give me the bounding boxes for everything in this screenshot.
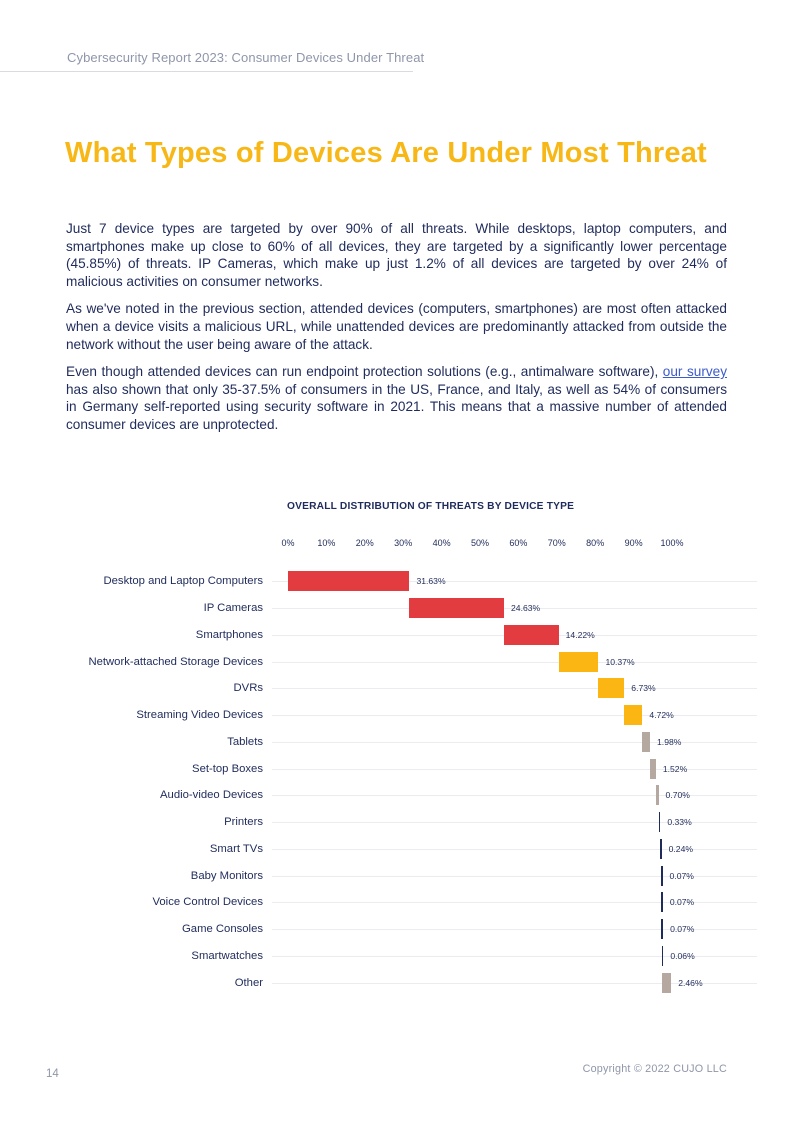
device-type-label: Smartwatches bbox=[191, 949, 263, 962]
device-type-label: Smartphones bbox=[195, 628, 263, 641]
paragraph-1: Just 7 device types are targeted by over 90% of all threats. While desktops, laptop computers, and smartphones make up close to 60% of all devices, they are targeted by a significantly lower percentage (45.85%) of threats. IP Cameras, which make up just 1.2% of all devices are targeted by over 24% of malicious activities on consumer networks. bbox=[66, 221, 727, 289]
body-copy bbox=[66, 220, 727, 444]
threat-bar bbox=[662, 946, 664, 966]
threat-bar bbox=[660, 839, 662, 859]
threat-value-label: 0.33% bbox=[667, 817, 692, 828]
threat-value-label: 31.63% bbox=[416, 576, 446, 587]
chart-row bbox=[0, 595, 793, 622]
survey-link[interactable]: our survey bbox=[662, 364, 727, 380]
threat-value-label: 24.63% bbox=[511, 603, 541, 614]
chart-row bbox=[0, 729, 793, 756]
chart-row bbox=[0, 648, 793, 675]
device-type-label: Printers bbox=[224, 816, 263, 829]
threat-bar bbox=[659, 812, 661, 832]
threat-bar bbox=[661, 892, 663, 912]
chart-row bbox=[0, 809, 793, 836]
threat-value-label: 0.24% bbox=[668, 843, 693, 854]
threat-value-label: 0.07% bbox=[669, 870, 694, 881]
x-axis-tick: 90% bbox=[624, 538, 643, 548]
threat-value-label: 0.07% bbox=[670, 924, 695, 935]
chart-row bbox=[0, 943, 793, 970]
chart-row bbox=[0, 862, 793, 889]
threat-bar bbox=[559, 652, 599, 672]
threat-bar bbox=[288, 571, 409, 591]
paragraph-2: As we've noted in the previous section, attended devices (computers, smartphones) are most often attacked when a device visits a malicious URL, while unattended devices are predominantly attacked from outside the network without the user being aware of the attack. bbox=[66, 301, 727, 352]
threat-value-label: 14.22% bbox=[565, 629, 595, 640]
report-header bbox=[0, 0, 425, 72]
threat-value-label: 10.37% bbox=[605, 656, 635, 667]
page-title: What Types of Devices Are Under Most Threat bbox=[65, 137, 707, 170]
threat-bar bbox=[656, 785, 659, 805]
threat-bar bbox=[661, 866, 663, 886]
threat-value-label: 0.70% bbox=[665, 790, 690, 801]
x-axis-tick: 0% bbox=[281, 538, 295, 548]
device-type-label: Network-attached Storage Devices bbox=[88, 655, 263, 668]
row-leader-line bbox=[272, 742, 757, 743]
threat-value-label: 6.73% bbox=[631, 683, 656, 694]
chart-row bbox=[0, 889, 793, 916]
x-axis-tick: 10% bbox=[317, 538, 336, 548]
threat-value-label: 1.52% bbox=[662, 763, 688, 774]
chart-row bbox=[0, 622, 793, 649]
device-type-label: Smart TVs bbox=[209, 842, 263, 855]
chart-rows bbox=[0, 568, 793, 996]
x-axis-tick: 40% bbox=[432, 538, 451, 548]
threat-bar bbox=[598, 678, 624, 698]
threat-bar bbox=[504, 625, 559, 645]
chart-row bbox=[0, 568, 793, 595]
threat-bar bbox=[409, 598, 504, 618]
copyright-notice: Copyright © 2022 CUJO LLC bbox=[582, 1063, 727, 1075]
chart-row bbox=[0, 755, 793, 782]
x-axis-tick: 50% bbox=[470, 538, 490, 548]
chart-row bbox=[0, 916, 793, 943]
paragraph-3 bbox=[66, 363, 727, 433]
threat-value-label: 2.46% bbox=[678, 977, 703, 988]
device-type-label: IP Cameras bbox=[203, 602, 263, 615]
chart-row bbox=[0, 836, 793, 863]
device-type-label: Audio-video Devices bbox=[160, 789, 263, 802]
device-type-label: Voice Control Devices bbox=[152, 896, 263, 909]
threat-bar bbox=[662, 973, 671, 993]
chart-title: OVERALL DISTRIBUTION OF THREATS BY DEVICE TYPE bbox=[287, 501, 575, 512]
x-axis-tick: 60% bbox=[509, 538, 528, 548]
chart-row bbox=[0, 969, 793, 996]
threat-bar bbox=[661, 919, 663, 939]
page-number: 14 bbox=[46, 1068, 59, 1080]
x-axis-tick: 30% bbox=[394, 538, 413, 548]
row-leader-line bbox=[272, 688, 757, 689]
chart-row bbox=[0, 702, 793, 729]
device-type-label: DVRs bbox=[233, 682, 263, 695]
device-type-label: Tablets bbox=[227, 735, 263, 748]
device-type-label: Game Consoles bbox=[182, 923, 263, 936]
x-axis-tick: 70% bbox=[547, 538, 566, 548]
device-type-label: Set-top Boxes bbox=[192, 762, 263, 775]
threat-value-label: 0.07% bbox=[669, 897, 695, 908]
device-type-label: Desktop and Laptop Computers bbox=[103, 575, 263, 588]
device-type-label: Streaming Video Devices bbox=[136, 709, 263, 722]
row-leader-line bbox=[272, 715, 757, 716]
paragraph-3-before: Even though attended devices can run endpoint protection solutions (e.g., antimalware software), bbox=[66, 364, 663, 380]
chart-x-axis bbox=[0, 538, 793, 552]
threat-bar bbox=[650, 759, 656, 779]
device-type-label: Baby Monitors bbox=[190, 869, 263, 882]
threat-value-label: 4.72% bbox=[649, 710, 674, 721]
row-leader-line bbox=[272, 662, 757, 663]
x-axis-tick: 80% bbox=[586, 538, 605, 548]
threat-value-label: 0.06% bbox=[670, 950, 695, 961]
threat-value-label: 1.98% bbox=[657, 736, 682, 747]
x-axis-tick: 20% bbox=[355, 538, 374, 548]
chart-row bbox=[0, 675, 793, 702]
x-axis-tick: 100% bbox=[660, 538, 684, 548]
chart-row bbox=[0, 782, 793, 809]
device-type-label: Other bbox=[234, 976, 263, 989]
threat-bar bbox=[624, 705, 642, 725]
threat-bar bbox=[642, 732, 650, 752]
paragraph-3-after: has also shown that only 35-37.5% of consumers in the US, France, and Italy, as well as 54% of consumers in Germany self-reported using security software in 2021. This means that a massive number of attended consumer devices are unprotected. bbox=[66, 381, 727, 432]
report-header-title: Cybersecurity Report 2023: Consumer Devices Under Threat bbox=[67, 50, 425, 65]
